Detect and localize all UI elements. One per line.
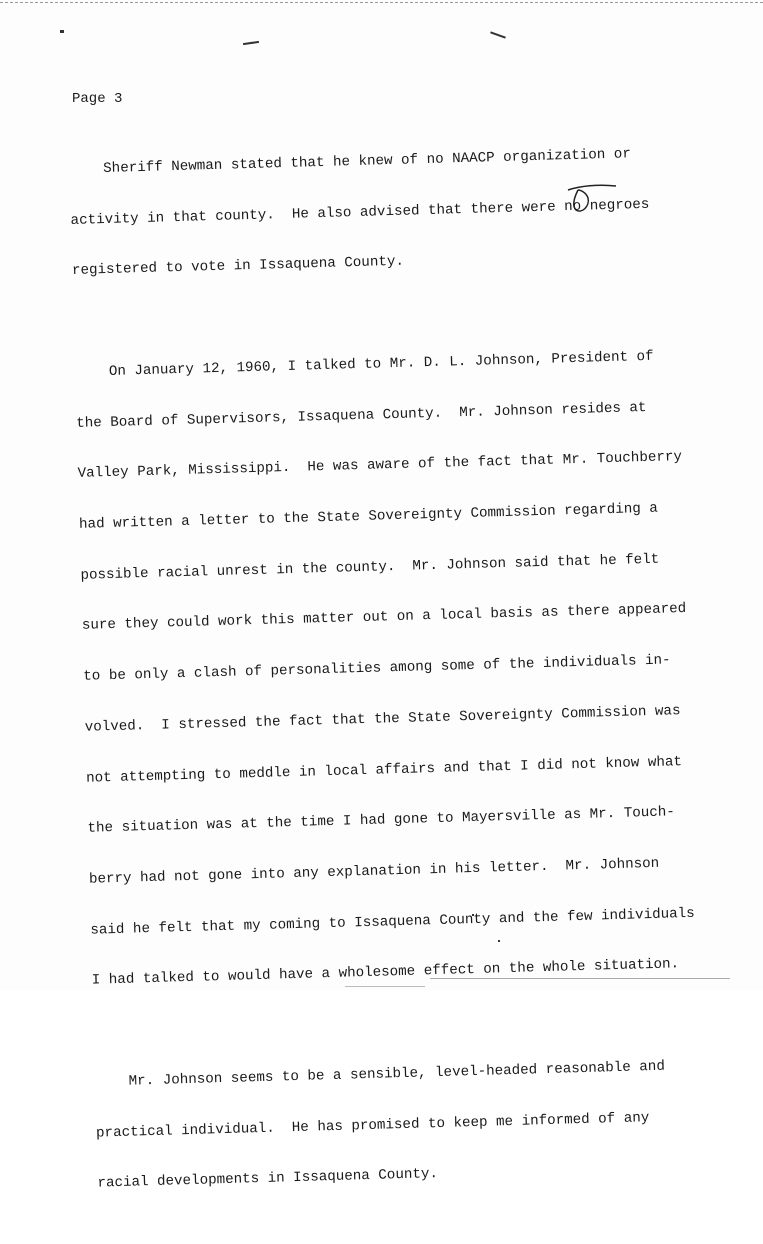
paragraph-johnson-meeting [74,312,753,1023]
scan-top-edge [0,2,763,3]
letter-body [68,110,759,1244]
page-number: Page 3 [72,91,123,107]
text-line: to be only a clash of personalities among some of the individuals in- [83,652,671,685]
text-line: the situation was at the time I had gone to Mayersville as Mr. Touch- [87,804,676,837]
scan-speck [60,30,64,33]
text-line: On January 12, 1960, I talked to Mr. D. L. Johnson, President of [74,348,654,381]
text-line: Valley Park, Mississippi. He was aware of the fact that Mr. Touchberry [77,449,683,483]
scan-bottom-rule [430,978,730,979]
text-line: I had talked to would have a wholesome effect on the whole situation. [91,956,680,990]
text-line: said he felt that my coming to Issaquena County and the few individuals [90,905,695,939]
paragraph-johnson-assessment [93,1022,758,1226]
scan-speck [243,41,259,45]
text-line: activity in that county. He also advised that there were no negroes [70,196,650,229]
text-line: registered to vote in Issaquena County. [71,253,405,280]
text-line: Mr. Johnson seems to be a sensible, level-headed reasonable and [94,1058,666,1091]
text-line: Sheriff Newman stated that he knew of no NAACP organization or [68,146,632,178]
text-line: possible racial unrest in the county. Mr. Johnson said that he felt [80,551,660,584]
text-line: berry had not gone into any explanation in his letter. Mr. Johnson [88,855,660,888]
text-line: not attempting to meddle in local affairs and that I did not know what [85,753,683,787]
text-line: the Board of Supervisors, Issaquena County. Mr. Johnson resides at [76,399,647,432]
text-line: sure they could work this matter out on a local basis as there appeared [81,601,687,635]
scan-bottom-rule [345,986,425,987]
text-line: racial developments in Issaquena County. [97,1166,439,1192]
text-line: practical individual. He has promised to keep me informed of any [95,1109,650,1142]
scan-speck [490,31,506,38]
paragraph-sheriff-newman [68,110,733,314]
text-line: had written a letter to the State Sovereignty Commission regarding a [78,500,659,533]
text-line: volved. I stressed the fact that the State Sovereignty Commission was [84,702,681,736]
